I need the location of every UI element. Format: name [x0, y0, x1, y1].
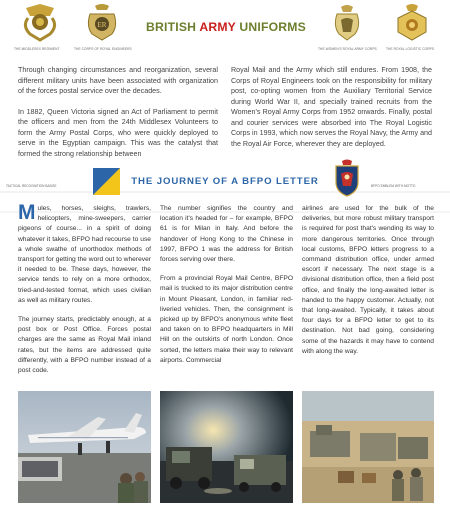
page-header — [0, 0, 450, 58]
dropcap-letter: M — [18, 201, 36, 224]
intro-paragraph: In 1882, Queen Victoria signed an Act of Parliament to permit the officers and men from the 24th Middlesex Volunteers to form the Army Postal Corps, who were quickly deployed to serve in the Egyptian campaign. This was the catalyst that formed the strong relationship between — [18, 107, 218, 158]
badge-caption-wrac: THE WOMEN'S ROYAL ARMY CORPS — [318, 47, 377, 51]
body-paragraph: airlines are used for the bulk of the deliveries, but more robust military transport is required for post that's wending its way to more dangerous territories. Once through local customs, BFPO letters progress to a command distribution office, under armed escort if necessary. The next stage is a divisional distribution office, then a field post office, and finally the long-awaited letter is handed to the happy customer. Actually, not that long-awaited. Typically, it takes about four days for a BFPO letter to get to its destination. Not bad going, considering some of the hazards it may have to contend with along the way. — [302, 205, 434, 355]
svg-text:ER: ER — [97, 21, 107, 29]
tactical-badge-caption: TACTICAL RECOGNITION BADGE — [6, 184, 57, 188]
title-word-uniforms: UNIFORMS — [239, 20, 306, 34]
airport-photo — [18, 391, 151, 503]
middlesex-regiment-badge-icon — [20, 2, 60, 44]
body-text: ules, horses, sleighs, trawlers, helicopters, mine-sweepers, carrier pigeons of course... in a spirit of doing whatever it takes, BFPO had recourse to use a whole swathe of unorthodox methods of transport for getting the word out to wherever it needed to be. These days, however, the service tends to rely on a more orthodox, tried-and-tested format, which uses civilian as well as military routes. — [18, 205, 151, 304]
page-title — [142, 20, 310, 34]
convoy-photo — [160, 391, 293, 503]
intro-paragraph: Royal Mail and the Army which still endures. From 1908, the Corps of Royal Engineers took on the responsibility for military post, co-opting women from the Auxiliary Territorial Service during World War II, and specially trained recruits from the Women's Royal Army Corps from 1952 onwards. Finally, postal and courier services were absorbed into The Royal Logistic Corps in 1993, which now serves the Royal Navy, the Army and the Royal Air Force, wherever they are deployed. — [231, 66, 432, 148]
badge-caption-rlc: THE ROYAL LOGISTIC CORPS — [386, 47, 435, 51]
bfpo-emblem-icon — [332, 158, 362, 198]
badge-caption-middlesex: THE MIDDLESEX REGIMENT — [14, 47, 60, 51]
body-paragraph: From a provincial Royal Mail Centre, BFPO mail is trucked to its major distribution centre in Mount Pleasant, London, in familiar red-liveried vehicles. Then, the consignment is picked up by BFPO's anonymous white fleet and taken on to BFPO headquarters in Mill Hill on the outskirts of north London. Once sorted, the letters make their way to relevant airports. Commercial — [160, 275, 293, 364]
badge-caption-royal-engineers: THE CORPS OF ROYAL ENGINEERS — [74, 47, 132, 51]
wrac-badge-icon — [327, 2, 367, 44]
royal-logistic-corps-badge-icon — [392, 2, 432, 44]
intro-right-column — [231, 65, 432, 159]
title-word-army: ARMY — [199, 20, 236, 34]
intro-left-column — [18, 65, 218, 169]
title-word-british: BRITISH — [146, 20, 197, 34]
intro-paragraph: Through changing circumstances and reorganization, several different military units have been associated with organization of the forces postal service over the decades. — [18, 66, 218, 95]
royal-engineers-badge-icon — [82, 2, 122, 44]
body-paragraph — [18, 201, 151, 306]
body-column-1 — [18, 201, 151, 385]
section-title: THE JOURNEY OF A BFPO LETTER — [131, 176, 319, 187]
bfpo-emblem-caption: BFPO EMBLEM WITH MOTTO — [371, 184, 416, 188]
body-column-2 — [160, 204, 293, 375]
body-column-3 — [302, 204, 434, 366]
desert-vehicles-photo — [302, 391, 434, 503]
body-paragraph: The number signifies the country and location it's headed for – for example, BFPO 61 is for Milan in Italy. And before the handover of Hong Kong to the Chinese in 1997, BFPO 1 was the address for British forces serving over there. — [160, 205, 293, 264]
body-paragraph: The journey starts, predictably enough, at a post box or Post Office. Forces postal charges are the same as Royal Mail inland rates, but the items are addressed quite differently, with a BFPO number instead of a post code. — [18, 316, 151, 375]
tactical-recognition-badge-icon — [93, 168, 120, 195]
